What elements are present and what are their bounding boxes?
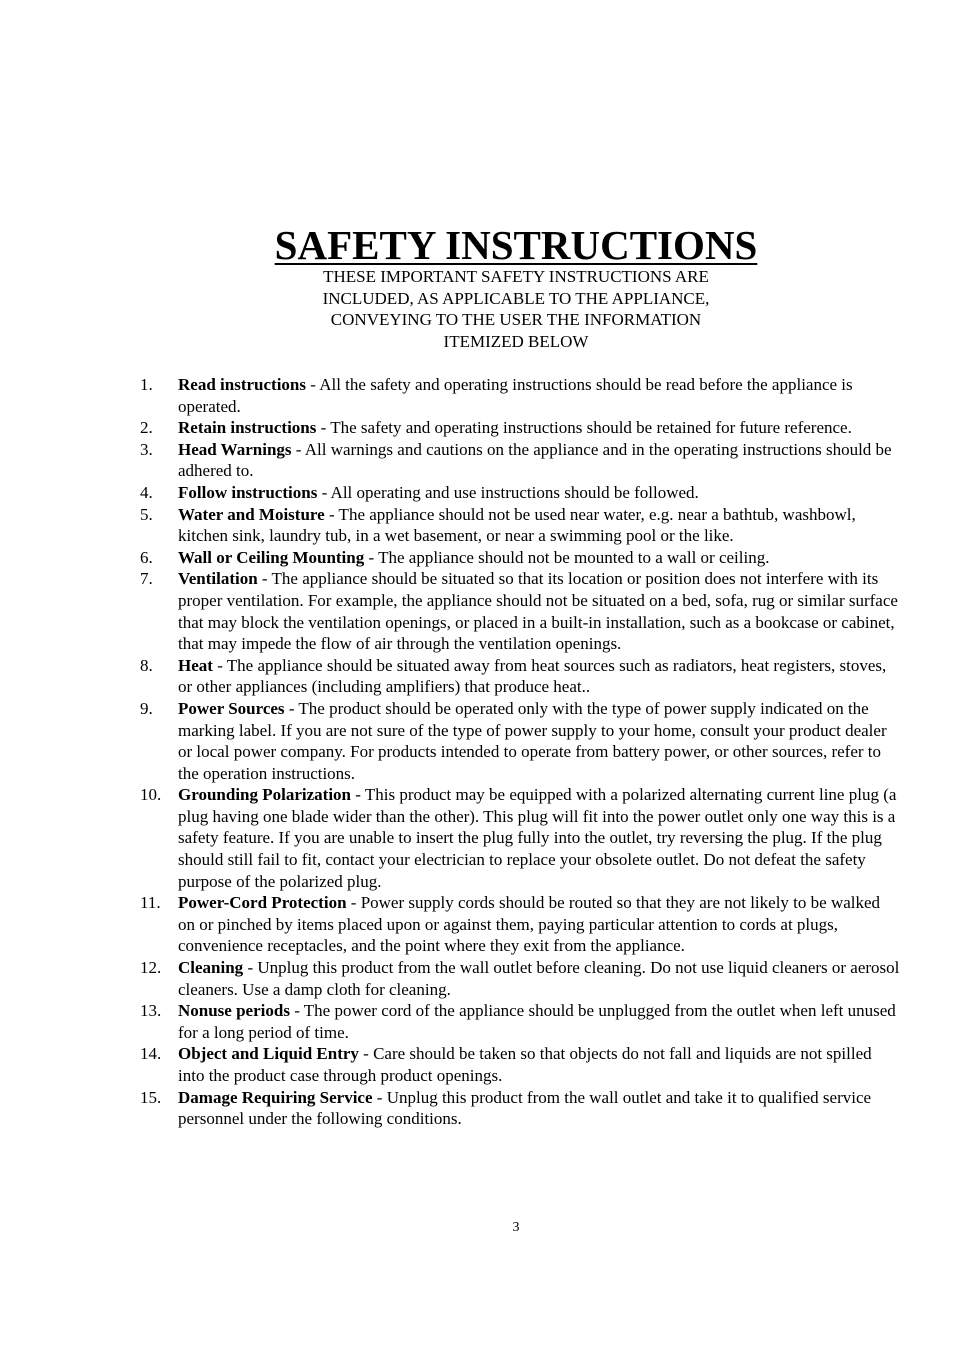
item-number: 5. — [140, 504, 153, 524]
list-item — [140, 1087, 900, 1130]
list-item — [140, 1043, 900, 1086]
item-number: 1. — [140, 375, 153, 394]
list-item — [140, 439, 900, 482]
list-item — [140, 784, 900, 892]
list-item — [140, 698, 900, 784]
list-item — [140, 547, 900, 569]
item-text: - The appliance should be situated so that its location or position does not interfere with its proper ventilation. For example, the appliance should not be situated on a bed, sofa, rug or similar surface that may block the ventilation openings, or placed in a built-in installation, such as a bookcase or cabinet, that may impede the flow of air through the ventilation openings. — [178, 569, 898, 654]
item-text: - Care should be taken so that objects do not fall and liquids are not spilled into the product case through product openings. — [178, 1044, 872, 1085]
item-text: - The product should be operated only with the type of power supply indicated on the marking label. If you are not sure of the type of power supply to your home, consult your product dealer or local power company. For products intended to operate from battery power, or other sources, refer to the operation instructions. — [178, 698, 887, 783]
item-text: - Power supply cords should be routed so that they are not likely to be walked on or pinched by items placed upon or against them, paying particular attention to cords at plugs, convenience receptacles, and the point where they exit from the appliance. — [178, 893, 881, 956]
item-term: Object and Liquid Entry — [178, 1044, 359, 1064]
page-number: 3 — [512, 1220, 520, 1235]
item-number: 9. — [140, 698, 153, 718]
list-item — [140, 655, 900, 698]
item-text: - The appliance should not be used near water, e.g. near a bathtub, washbowl, kitchen sink, laundry tub, in a wet basement, or near a swimming pool or the like. — [178, 504, 856, 546]
item-term: Power-Cord Protection — [178, 893, 347, 913]
subtitle-line: THESE IMPORTANT SAFETY INSTRUCTIONS ARE — [323, 267, 709, 286]
subtitle-line: INCLUDED, AS APPLICABLE TO THE APPLIANCE, — [322, 288, 710, 308]
item-number: 2. — [140, 418, 153, 438]
item-number: 14. — [140, 1044, 162, 1064]
subtitle-line: CONVEYING TO THE USER THE INFORMATION — [330, 310, 702, 330]
item-text: - All operating and use instructions should be followed. — [317, 482, 699, 502]
list-item — [140, 957, 900, 1000]
item-text: - The appliance should not be mounted to a wall or ceiling. — [364, 547, 770, 567]
item-number: 6. — [140, 547, 153, 567]
list-item — [140, 568, 900, 654]
item-text: - This product may be equipped with a polarized alternating current line plug (a plug having one blade wider than the other). This plug will fit into the power outlet only one way this is a safety feature. If you are unable to insert the plug fully into the outlet, try reversing the plug. If the plug should still fail to fit, contact your electrician to replace your obsolete outlet. Do not defeat the safety purpose of the polarized plug. — [178, 785, 897, 891]
safety-instructions-list — [140, 374, 900, 1130]
item-text: - The safety and operating instructions should be retained for future reference. — [316, 418, 852, 438]
page-title: SAFETY INSTRUCTIONS — [274, 222, 758, 268]
item-number: 10. — [140, 785, 162, 805]
item-number: 15. — [140, 1087, 162, 1107]
item-term: Damage Requiring Service — [178, 1087, 373, 1107]
item-number: 8. — [140, 655, 153, 675]
item-text: - Unplug this product from the wall outlet and take it to qualified service personnel under the following conditions. — [178, 1087, 872, 1129]
list-item — [140, 1000, 900, 1043]
item-text: - The appliance should be situated away from heat sources such as radiators, heat registers, stoves, or other appliances (including amplifiers) that produce heat.. — [178, 655, 887, 697]
item-term: Nonuse periods — [178, 1001, 290, 1021]
item-term: Heat — [178, 655, 213, 675]
list-item — [140, 504, 900, 547]
item-term: Follow instructions — [178, 482, 318, 502]
item-term: Read instructions — [178, 375, 306, 394]
item-term: Cleaning — [178, 958, 244, 978]
list-item — [140, 417, 900, 439]
item-number: 7. — [140, 569, 153, 589]
item-number: 13. — [140, 1001, 162, 1021]
subtitle-line: ITEMIZED BELOW — [443, 332, 589, 352]
item-text: - All the safety and operating instructions should be read before the appliance is operated. — [178, 375, 853, 416]
item-term: Grounding Polarization — [178, 785, 352, 805]
item-text: - The power cord of the appliance should be unplugged from the outlet when left unused for a long period of time. — [178, 1001, 896, 1042]
item-text: - Unplug this product from the wall outlet before cleaning. Do not use liquid cleaners or aerosol cleaners. Use a damp cloth for cleaning. — [178, 958, 900, 999]
list-item — [140, 374, 900, 417]
item-number: 3. — [140, 439, 153, 459]
item-term: Wall or Ceiling Mounting — [178, 547, 365, 567]
item-term: Power Sources — [178, 698, 285, 718]
list-item — [140, 482, 900, 504]
item-term: Ventilation — [178, 569, 258, 589]
item-text: - All warnings and cautions on the appliance and in the operating instructions should be adhered to. — [178, 439, 892, 481]
item-term: Retain instructions — [178, 418, 317, 438]
item-term: Head Warnings — [178, 439, 292, 459]
item-number: 11. — [140, 893, 161, 913]
item-term: Water and Moisture — [178, 504, 325, 524]
subtitle — [0, 266, 954, 353]
list-item — [140, 892, 900, 957]
item-number: 4. — [140, 482, 153, 502]
item-number: 12. — [140, 958, 162, 978]
